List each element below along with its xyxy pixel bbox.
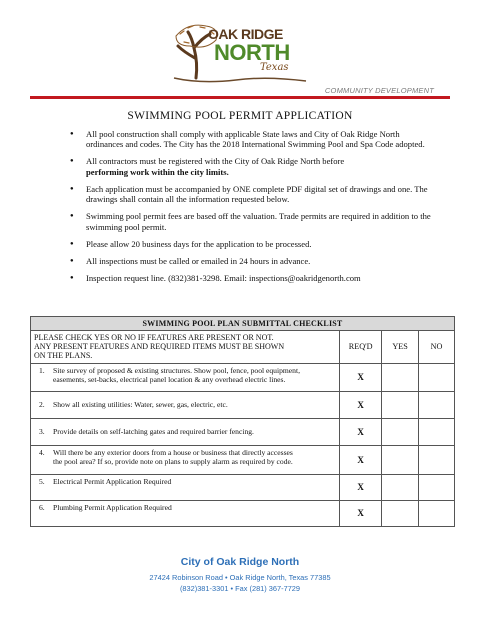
logo-text-texas: Texas <box>260 62 289 73</box>
checklist-item-text: 6. Plumbing Permit Application Required <box>31 500 340 526</box>
department-label: COMMUNITY DEVELOPMENT <box>324 86 434 95</box>
list-item: ● Inspection request line. (832)381-3298. Email: inspections@oakridgenorth.com <box>70 273 438 283</box>
list-item: ● All contractors must be registered with the City of Oak Ridge North before performing work within the city limits. <box>70 156 438 177</box>
checklist-heading: SWIMMING POOL PLAN SUBMITTAL CHECKLIST <box>31 317 455 331</box>
reqd-mark: X <box>340 418 382 445</box>
checklist-item-text: 3. Provide details on self-latching gates and required barrier fencing. <box>31 418 340 445</box>
checklist-item-text: 1. Site survey of proposed & existing structures. Show pool, fence, pool equipment, easements, set-backs, electrical panel location & any overhead electric lines. <box>31 363 340 391</box>
footer-address: 27424 Robinson Road • Oak Ridge North, Texas 77385 <box>149 573 331 582</box>
footer-phone: (832)381-3301 • Fax (281) 367-7729 <box>179 584 301 593</box>
list-item: ● All pool construction shall comply with applicable State laws and City of Oak Ridge North ordinances and codes. The City has the 2018 International Swimming Pool and Spa Code adopted. <box>70 129 438 150</box>
list-item: ● Please allow 20 business days for the application to be processed. <box>70 239 438 249</box>
no-checkbox-cell[interactable] <box>419 500 455 526</box>
no-checkbox-cell[interactable] <box>419 363 455 391</box>
list-item: ● All inspections must be called or emailed in 24 hours in advance. <box>70 256 438 266</box>
yes-checkbox-cell[interactable] <box>382 391 419 418</box>
table-row <box>31 418 455 445</box>
no-checkbox-cell[interactable] <box>419 474 455 500</box>
header-divider <box>30 96 450 99</box>
yes-checkbox-cell[interactable] <box>382 474 419 500</box>
yes-checkbox-cell[interactable] <box>382 445 419 474</box>
reqd-mark: X <box>340 445 382 474</box>
yes-checkbox-cell[interactable] <box>382 500 419 526</box>
checklist-intro-row <box>31 331 455 364</box>
logo-text-north: NORTH <box>214 40 290 65</box>
submittal-checklist-table <box>30 316 455 527</box>
checklist-item-text: 5. Electrical Permit Application Required <box>31 474 340 500</box>
checklist-instructions: PLEASE CHECK YES OR NO IF FEATURES ARE PRESENT OR NOT. ANY PRESENT FEATURES AND REQUIRED ITEMS MUST BE SHOWN ON THE PLANS. <box>31 331 340 364</box>
checklist-item-text: 2. Show all existing utilities: Water, sewer, gas, electric, etc. <box>31 391 340 418</box>
footer-city-name: City of Oak Ridge North <box>180 556 300 568</box>
column-header-yes: YES <box>382 331 419 364</box>
logo-text-oak-ridge: OAK RIDGE <box>208 26 283 42</box>
reqd-mark: X <box>340 391 382 418</box>
table-row <box>31 363 455 391</box>
reqd-mark: X <box>340 500 382 526</box>
column-header-reqd: REQ'D <box>340 331 382 364</box>
list-item: ● Each application must be accompanied by ONE complete PDF digital set of drawings and one. The drawings shall contain all the information requested below. <box>70 184 438 205</box>
no-checkbox-cell[interactable] <box>419 418 455 445</box>
list-item: ● Swimming pool permit fees are based off the valuation. Trade permits are required in addition to the swimming pool permit. <box>70 211 438 232</box>
yes-checkbox-cell[interactable] <box>382 418 419 445</box>
table-row <box>31 500 455 526</box>
table-row <box>31 391 455 418</box>
yes-checkbox-cell[interactable] <box>382 363 419 391</box>
no-checkbox-cell[interactable] <box>419 445 455 474</box>
page-title: SWIMMING POOL PERMIT APPLICATION <box>127 110 353 122</box>
table-row <box>31 445 455 474</box>
no-checkbox-cell[interactable] <box>419 391 455 418</box>
reqd-mark: X <box>340 363 382 391</box>
requirements-list <box>70 129 438 290</box>
checklist-heading-row <box>31 317 455 331</box>
column-header-no: NO <box>419 331 455 364</box>
reqd-mark: X <box>340 474 382 500</box>
checklist-item-text: 4. Will there be any exterior doors from a house or business that directly accesses the pool area? If so, provide note on plans to supply alarm as required by code. <box>31 445 340 474</box>
table-row <box>31 474 455 500</box>
